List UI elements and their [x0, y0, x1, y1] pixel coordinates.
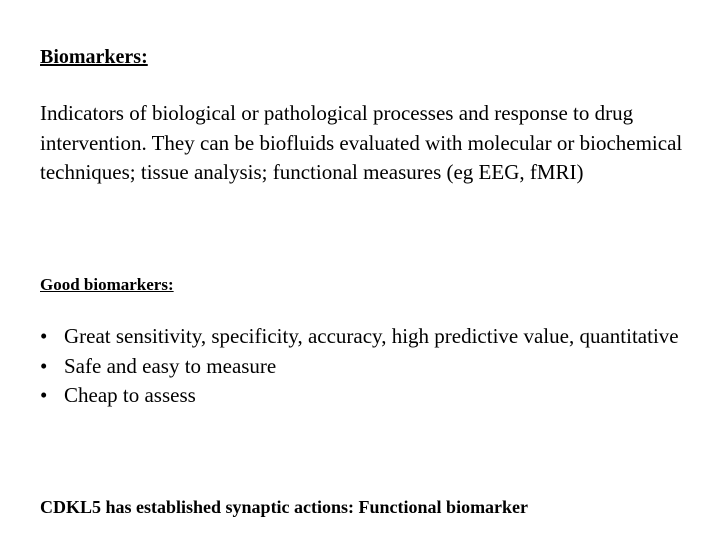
bullet-text: Safe and easy to measure — [64, 353, 277, 378]
bullet-text: Cheap to assess — [64, 383, 196, 407]
list-item — [40, 352, 690, 382]
conclusion-text: CDKL5 has established synaptic actions: Functional biomarker — [40, 497, 529, 517]
bullet-list — [40, 322, 690, 411]
section-heading-good-biomarkers: Good biomarkers: — [40, 275, 174, 294]
bullet-icon: • — [40, 324, 48, 348]
section-heading-biomarkers: Biomarkers: — [40, 46, 148, 68]
bullet-icon: • — [40, 353, 48, 378]
bullet-icon: • — [40, 383, 48, 407]
list-item — [40, 381, 690, 411]
intro-paragraph: Indicators of biological or pathological processes and response to drug intervention. They can be biofluids evaluated with molecular or biochemical techniques; tissue analysis; functional measures (eg EEG, fMRI) — [40, 101, 683, 184]
bullet-text: Great sensitivity, specificity, accuracy, high predictive value, quantitative — [64, 324, 679, 348]
list-item — [40, 322, 690, 352]
